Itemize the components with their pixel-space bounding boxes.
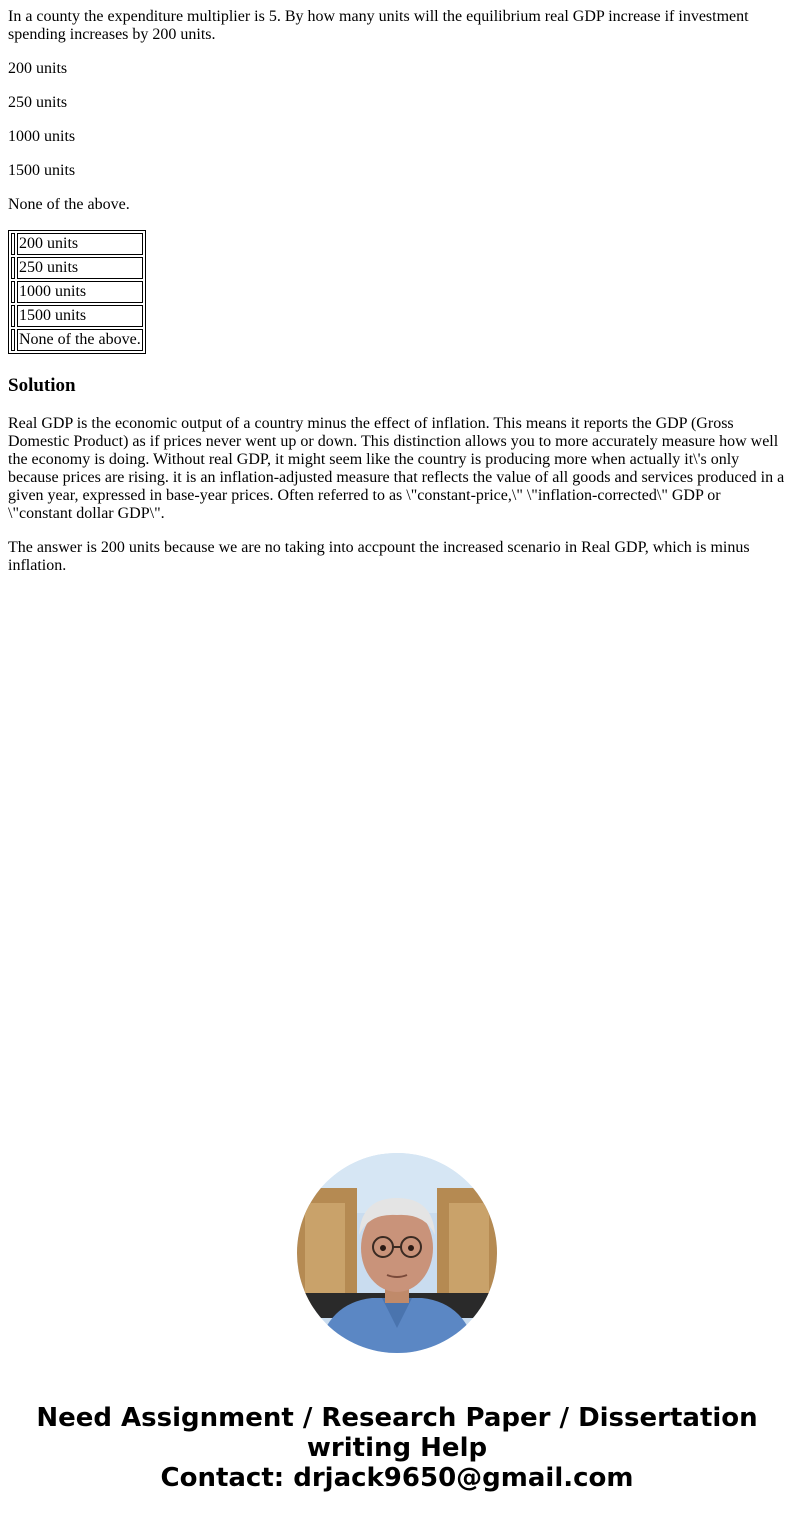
choice-cell[interactable] bbox=[11, 257, 15, 279]
solution-paragraph: Real GDP is the economic output of a country minus the effect of inflation. This means it reports the GDP (Gross Domestic Product) as if prices never went up or down. This distinction allows you to more accurately measure how well the economy is doing. Without real GDP, it might seem like the country is producing more when actually it\'s only because prices are rising. it is an inflation-adjusted measure that reflects the value of all goods and services produced in a given year, expressed in base-year prices. Often referred to as \"constant-price,\" \"inflation-corrected\" GDP or \"constant dollar GDP\". bbox=[8, 415, 785, 522]
table-row bbox=[11, 233, 143, 255]
solution-answer: The answer is 200 units because we are no taking into accpount the increased scenario in Real GDP, which is minus inflation. bbox=[8, 539, 750, 574]
choice-cell[interactable] bbox=[11, 233, 15, 255]
option-cell: None of the above. bbox=[17, 329, 143, 351]
document-content bbox=[8, 8, 786, 591]
promo-line: Need Assignment / Research Paper / Dissertation bbox=[36, 1403, 758, 1433]
promo-line: writing Help bbox=[306, 1433, 488, 1463]
promo-banner bbox=[0, 1403, 794, 1493]
option-text: None of the above. bbox=[8, 196, 130, 213]
choice-cell[interactable] bbox=[11, 281, 15, 303]
table-row bbox=[11, 257, 143, 279]
solution-heading: Solution bbox=[8, 375, 76, 396]
option-text: 250 units bbox=[8, 94, 68, 111]
table-row bbox=[11, 281, 143, 303]
author-avatar bbox=[297, 1153, 497, 1353]
option-cell: 1000 units bbox=[17, 281, 143, 303]
option-text: 200 units bbox=[8, 60, 68, 77]
question-text: In a county the expenditure multiplier is 5. By how many units will the equilibrium real GDP increase if investment spending increases by 200 units. bbox=[8, 8, 749, 43]
options-table bbox=[8, 230, 146, 354]
option-text: 1500 units bbox=[8, 162, 76, 179]
portrait-image bbox=[297, 1153, 497, 1353]
choice-cell[interactable] bbox=[11, 305, 15, 327]
option-cell: 250 units bbox=[17, 257, 143, 279]
option-text: 1000 units bbox=[8, 128, 76, 145]
option-cell: 200 units bbox=[17, 233, 143, 255]
table-row bbox=[11, 305, 143, 327]
promo-contact: Contact: drjack9650@gmail.com bbox=[160, 1463, 634, 1493]
choice-cell[interactable] bbox=[11, 329, 15, 351]
table-row bbox=[11, 329, 143, 351]
option-cell: 1500 units bbox=[17, 305, 143, 327]
